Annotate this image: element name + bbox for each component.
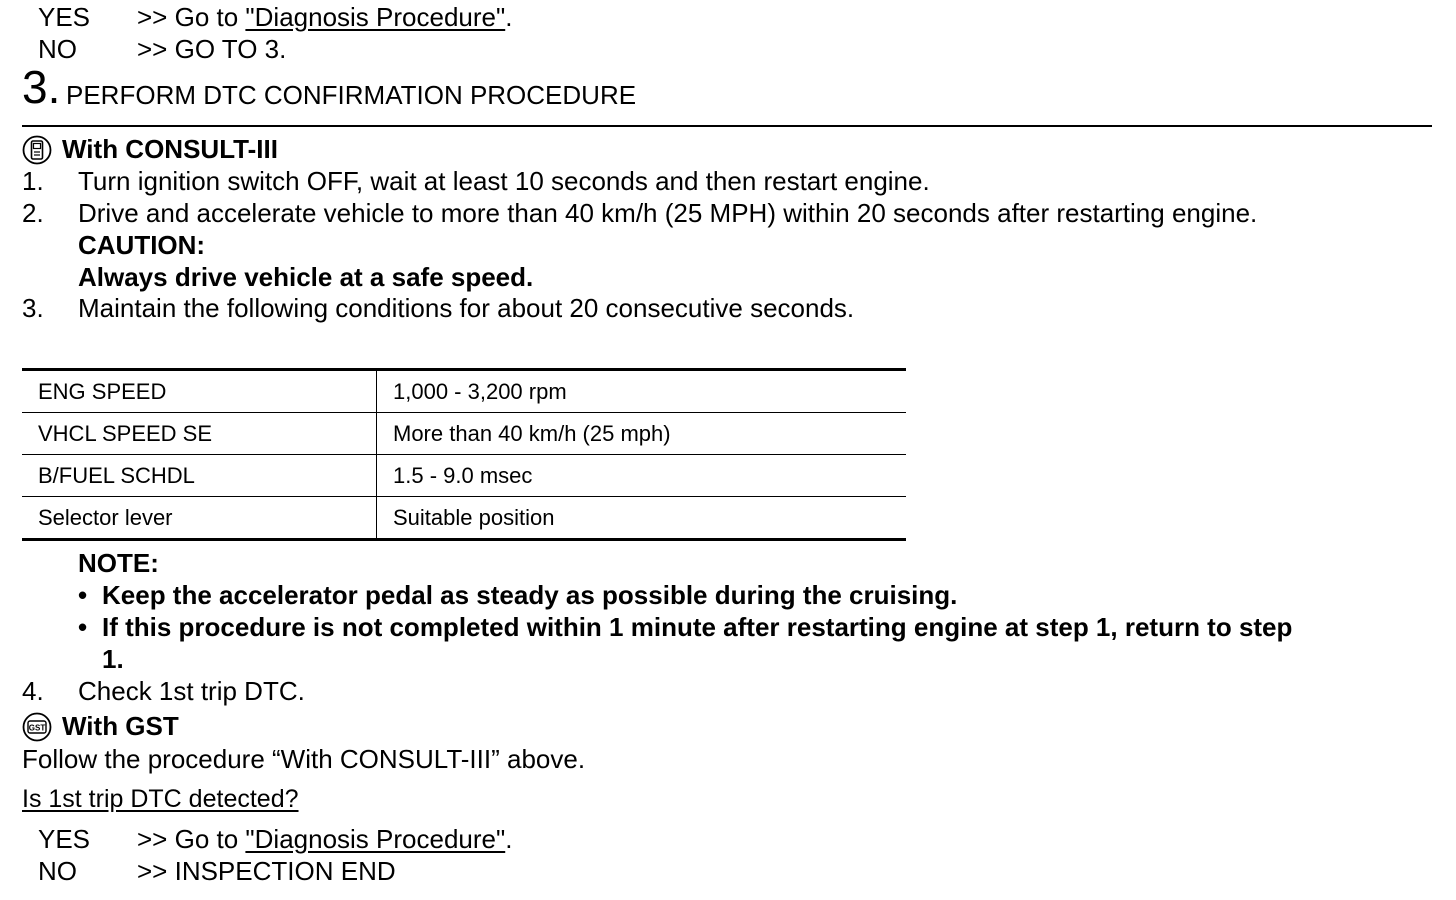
inspection-question: Is 1st trip DTC detected? (22, 785, 299, 813)
gst-instruction: Follow the procedure “With CONSULT-III” above. (22, 744, 586, 774)
item-3-text: Maintain the following conditions for about 20 consecutive seconds. (78, 293, 855, 323)
top-no-result: >> GO TO 3. (137, 34, 287, 64)
bullet-dot: • (78, 580, 88, 610)
table-row (22, 455, 906, 497)
bottom-yes-label: YES (38, 824, 91, 854)
top-yes-suffix: . (505, 2, 513, 32)
table-cell-value: 1.5 - 9.0 msec (377, 455, 907, 497)
caution-label: CAUTION: (78, 230, 206, 260)
bottom-no-label: NO (38, 856, 77, 886)
top-yes-result (137, 2, 512, 32)
note-bullet-1-text: Keep the accelerator pedal as steady as possible during the cruising. (102, 580, 958, 610)
note-bullet-2-continuation: 1. (102, 644, 124, 674)
table-cell-value: More than 40 km/h (25 mph) (377, 413, 907, 455)
bullet-dot: • (78, 612, 88, 642)
table-row (22, 370, 906, 413)
note-bullet-2 (78, 612, 87, 642)
item-4-number: 4. (22, 676, 44, 706)
step-title: PERFORM DTC CONFIRMATION PROCEDURE (66, 80, 637, 110)
top-diagnosis-procedure-link[interactable]: "Diagnosis Procedure" (245, 2, 506, 32)
table-cell-item: VHCL SPEED SE (22, 413, 377, 455)
table-row (22, 497, 906, 540)
svg-text:GST: GST (28, 723, 46, 733)
section-divider (22, 125, 1432, 127)
top-no-label: NO (38, 34, 77, 64)
item-1-text: Turn ignition switch OFF, wait at least 10 seconds and then restart engine. (78, 166, 930, 196)
consult-heading: With CONSULT-III (62, 134, 278, 164)
table-cell-value: 1,000 - 3,200 rpm (377, 370, 907, 413)
item-2-text: Drive and accelerate vehicle to more than 40 km/h (25 MPH) within 20 seconds after restarting engine. (78, 198, 1258, 228)
gst-heading: With GST (62, 711, 179, 741)
table-cell-value: Suitable position (377, 497, 907, 540)
table-cell-item: Selector lever (22, 497, 377, 540)
note-bullet-2-text: If this procedure is not completed within 1 minute after restarting engine at step 1, return to step (102, 612, 1293, 642)
bottom-yes-result (137, 824, 512, 854)
bottom-no-result: >> INSPECTION END (137, 856, 396, 886)
table-cell-item: ENG SPEED (22, 370, 377, 413)
table-row (22, 413, 906, 455)
top-yes-prefix: >> Go to (137, 2, 246, 32)
item-2-number: 2. (22, 198, 44, 228)
bottom-diagnosis-procedure-link[interactable]: "Diagnosis Procedure" (245, 824, 506, 854)
item-3-number: 3. (22, 293, 44, 323)
note-bullet-1 (78, 580, 87, 610)
step-number: 3. (22, 61, 61, 113)
gst-tool-icon (22, 712, 52, 742)
bottom-yes-suffix: . (505, 824, 513, 854)
bottom-yes-prefix: >> Go to (137, 824, 246, 854)
consult-tool-icon (22, 135, 52, 165)
table-cell-item: B/FUEL SCHDL (22, 455, 377, 497)
conditions-table (22, 368, 906, 541)
caution-text: Always drive vehicle at a safe speed. (78, 262, 534, 292)
top-yes-label: YES (38, 2, 91, 32)
note-label: NOTE: (78, 548, 159, 578)
item-1-number: 1. (22, 166, 44, 196)
item-4-text: Check 1st trip DTC. (78, 676, 305, 706)
